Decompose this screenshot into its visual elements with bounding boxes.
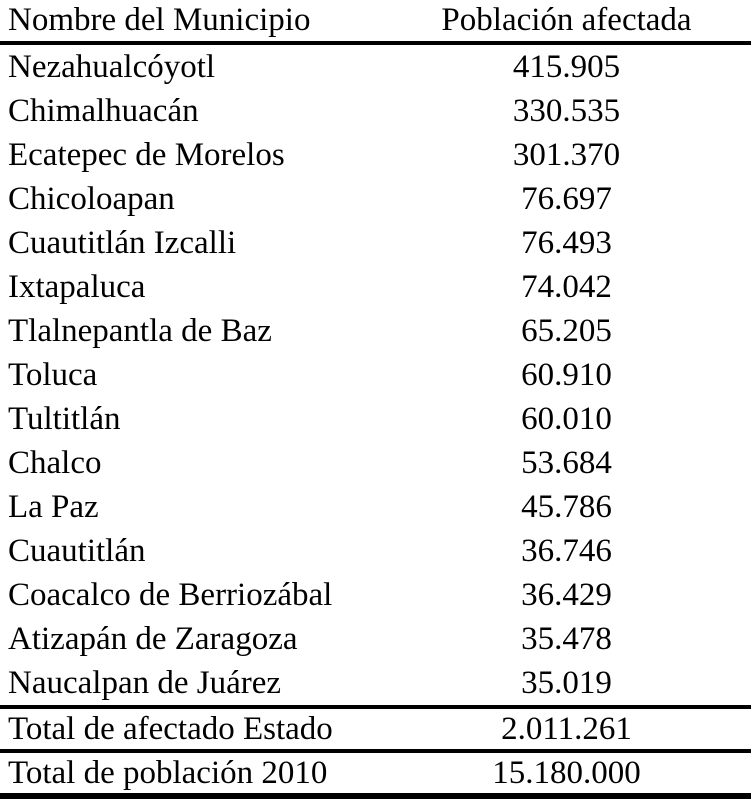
population-cell: 60.910: [521, 356, 612, 393]
population-cell: 35.019: [521, 664, 612, 701]
population-cell: 76.697: [521, 180, 612, 217]
population-cell: 76.493: [521, 224, 612, 261]
population-cell: 74.042: [521, 268, 612, 305]
municipality-cell: Tultitlán: [8, 400, 121, 437]
population-cell: 53.684: [521, 444, 612, 481]
municipality-cell: Coacalco de Berriozábal: [8, 576, 333, 613]
municipality-cell: Ixtapaluca: [8, 268, 146, 305]
table-row: [0, 353, 751, 397]
population-cell: 45.786: [521, 488, 612, 525]
population-cell: 301.370: [512, 136, 621, 173]
total-label: Total de afectado Estado: [8, 710, 333, 747]
population-cell: 65.205: [521, 312, 612, 349]
table-row: [0, 397, 751, 441]
table-row: [0, 441, 751, 485]
municipality-cell: Ecatepec de Morelos: [8, 136, 285, 173]
municipality-cell: Naucalpan de Juárez: [8, 664, 282, 701]
municipality-cell: Nezahualcóyotl: [8, 48, 216, 85]
municipality-cell: La Paz: [8, 488, 99, 525]
municipality-cell: Chimalhuacán: [8, 92, 199, 129]
population-cell: 35.478: [521, 620, 612, 657]
table-row: [0, 617, 751, 661]
municipality-cell: Chalco: [8, 444, 102, 481]
table-row: [0, 221, 751, 265]
table-row: [0, 661, 751, 705]
table-row: [0, 89, 751, 133]
population-cell: 36.746: [521, 532, 612, 569]
table-row: [0, 529, 751, 573]
municipality-cell: Tlalnepantla de Baz: [8, 312, 272, 349]
total-value: 2.011.261: [501, 710, 632, 747]
table-row: [0, 573, 751, 617]
municipality-cell: Toluca: [8, 356, 98, 393]
population-cell: 60.010: [521, 400, 612, 437]
table-row: [0, 265, 751, 309]
total-value: 15.180.000: [492, 754, 641, 791]
column-header-municipality: Nombre del Municipio: [8, 2, 311, 38]
column-header-population: Población afectada: [441, 2, 692, 38]
table-row: [0, 133, 751, 177]
table-row: [0, 177, 751, 221]
municipality-cell: Chicoloapan: [8, 180, 175, 217]
table-row: [0, 309, 751, 353]
municipality-cell: Atizapán de Zaragoza: [8, 620, 298, 657]
total-population-row: [0, 753, 751, 793]
total-affected-row: [0, 709, 751, 749]
total-label: Total de población 2010: [8, 754, 328, 791]
municipality-cell: Cuautitlán: [8, 532, 146, 569]
population-cell: 415.905: [512, 48, 621, 85]
table-bottom-border: [0, 793, 751, 799]
table-row: [0, 485, 751, 529]
population-cell: 36.429: [521, 576, 612, 613]
population-cell: 330.535: [512, 92, 621, 129]
table-row: [0, 45, 751, 89]
table-header-row: [0, 0, 751, 41]
municipality-cell: Cuautitlán Izcalli: [8, 224, 237, 261]
